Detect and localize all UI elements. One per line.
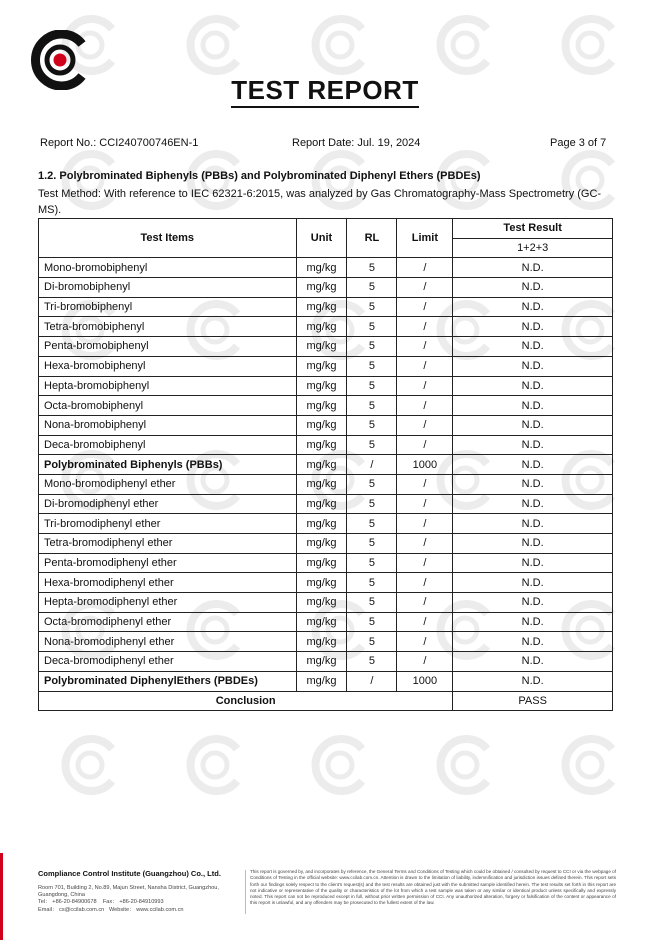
page-total: 7 (600, 137, 607, 149)
table-row (39, 573, 613, 593)
unit-cell: mg/kg (296, 573, 347, 593)
page-label: Page 3 of (550, 137, 598, 149)
unit-cell: mg/kg (296, 593, 347, 613)
limit-cell: / (397, 652, 453, 672)
unit-cell: mg/kg (296, 278, 347, 298)
limit-cell: / (397, 415, 453, 435)
limit-cell: 1000 (397, 671, 453, 691)
table-row (39, 553, 613, 573)
rl-cell: 5 (347, 317, 397, 337)
rl-cell: 5 (347, 337, 397, 357)
rl-cell: 5 (347, 534, 397, 554)
unit-cell: mg/kg (296, 494, 347, 514)
footer-tel: Tel： +86-20-84900678 (38, 899, 97, 906)
limit-cell: / (397, 435, 453, 455)
test-item: Penta-bromodiphenyl ether (39, 553, 297, 573)
result-cell: N.D. (453, 553, 613, 573)
rl-cell: 5 (347, 593, 397, 613)
rl-cell: 5 (347, 258, 397, 278)
table-row (39, 317, 613, 337)
unit-cell: mg/kg (296, 534, 347, 554)
table-row (39, 435, 613, 455)
unit-cell: mg/kg (296, 258, 347, 278)
unit-cell: mg/kg (296, 652, 347, 672)
unit-cell: mg/kg (296, 317, 347, 337)
header-test-items: Test Items (39, 219, 297, 258)
result-cell: N.D. (453, 455, 613, 475)
footer-website: Website： www.ccilab.com.cn (108, 906, 184, 913)
test-item: Polybrominated DiphenylEthers (PBDEs) (39, 671, 297, 691)
result-cell: N.D. (453, 612, 613, 632)
test-item: Hexa-bromobiphenyl (39, 356, 297, 376)
result-cell: N.D. (453, 632, 613, 652)
footer-address: Room 701, Building 2, No.89, Majun Street, Nansha District, Guangzhou, Guangdong, China (38, 885, 219, 899)
unit-cell: mg/kg (296, 415, 347, 435)
result-cell: N.D. (453, 534, 613, 554)
footer-accent-bar (0, 853, 3, 940)
unit-cell: mg/kg (296, 474, 347, 494)
rl-cell: / (347, 455, 397, 475)
table-header-row (39, 219, 613, 239)
table-row (39, 593, 613, 613)
limit-cell: / (397, 297, 453, 317)
limit-cell: / (397, 258, 453, 278)
table-row (39, 632, 613, 652)
result-cell: N.D. (453, 415, 613, 435)
test-item: Hepta-bromobiphenyl (39, 376, 297, 396)
report-date: Report Date: Jul. 19, 2024 (292, 137, 421, 149)
unit-cell: mg/kg (296, 396, 347, 416)
table-row (39, 474, 613, 494)
watermark-logo-icon (185, 735, 245, 795)
table-row (39, 356, 613, 376)
page-title: TEST REPORT (0, 75, 650, 106)
test-item: Nona-bromobiphenyl (39, 415, 297, 435)
rl-cell: 5 (347, 652, 397, 672)
rl-cell: 5 (347, 612, 397, 632)
rl-cell: 5 (347, 494, 397, 514)
unit-cell: mg/kg (296, 356, 347, 376)
test-item: Tri-bromobiphenyl (39, 297, 297, 317)
limit-cell: / (397, 553, 453, 573)
unit-cell: mg/kg (296, 297, 347, 317)
limit-cell: / (397, 494, 453, 514)
result-cell: N.D. (453, 396, 613, 416)
watermark-logo-icon (560, 15, 620, 75)
limit-cell: / (397, 573, 453, 593)
table-row (39, 612, 613, 632)
report-number: Report No.: CCI240700746EN-1 (40, 137, 199, 149)
test-item: Tetra-bromodiphenyl ether (39, 534, 297, 554)
result-cell: N.D. (453, 671, 613, 691)
limit-cell: / (397, 337, 453, 357)
test-method: Test Method: With reference to IEC 62321-6:2015, was analyzed by Gas Chromatography-Mass Spectrometry (GC-MS). (38, 188, 602, 216)
table-row (39, 258, 613, 278)
footer-email: Email： cs@ccilab.com.cn (38, 906, 105, 913)
result-cell: N.D. (453, 278, 613, 298)
watermark-logo-icon (435, 15, 495, 75)
unit-cell: mg/kg (296, 553, 347, 573)
result-cell: N.D. (453, 297, 613, 317)
limit-cell: / (397, 632, 453, 652)
rl-cell: 5 (347, 396, 397, 416)
conclusion-row (39, 691, 613, 711)
table-row (39, 278, 613, 298)
table-row (39, 396, 613, 416)
test-item: Tetra-bromobiphenyl (39, 317, 297, 337)
rl-cell: 5 (347, 514, 397, 534)
result-cell: N.D. (453, 356, 613, 376)
watermark-logo-icon (310, 15, 370, 75)
header-limit: Limit (397, 219, 453, 258)
test-item: Mono-bromodiphenyl ether (39, 474, 297, 494)
limit-cell: / (397, 356, 453, 376)
test-item: Polybrominated Biphenyls (PBBs) (39, 455, 297, 475)
section-title: 1.2. Polybrominated Biphenyls (PBBs) and Polybrominated Diphenyl Ethers (PBDEs) (38, 170, 481, 182)
limit-cell: / (397, 376, 453, 396)
test-item: Penta-bromobiphenyl (39, 337, 297, 357)
watermark-logo-icon (435, 735, 495, 795)
footer-disclaimer: This report is governed by, and incorporates by reference, the General Terms and Conditions of Testing which could be obtained / consulted by request to CCI or via the webpage of Conditions of Testing in the official website: www.ccilab.com.cn. Attention is drawn to the limitation of liability, indemnification and jurisdiction issues defined therein. This report sets forth our findings solely respect to the client's request(s) and the test results are obtained just with the submitted sample identified herein. The test results set forth in this report are not indicative or representative of the quality or characteristics of the lot from which a test sample was taken or any similar or identical product unless specifically and expressly noted. This report can not be reproduced except in full, without prior written permission of CCI. Any unauthorized alteration, forgery or falsification of the content or appearance of this report is unlawful, and any offenders may be prosecuted to the fullest extent of the law. (250, 869, 616, 906)
watermark-logo-icon (60, 735, 120, 795)
rl-cell: 5 (347, 415, 397, 435)
limit-cell: 1000 (397, 455, 453, 475)
result-cell: N.D. (453, 435, 613, 455)
limit-cell: / (397, 396, 453, 416)
result-cell: N.D. (453, 337, 613, 357)
limit-cell: / (397, 317, 453, 337)
test-item: Nona-bromodiphenyl ether (39, 632, 297, 652)
rl-cell: 5 (347, 376, 397, 396)
unit-cell: mg/kg (296, 671, 347, 691)
watermark-logo-icon (310, 735, 370, 795)
unit-cell: mg/kg (296, 632, 347, 652)
header-test-result: Test Result (453, 219, 613, 239)
result-cell: N.D. (453, 514, 613, 534)
test-item: Tri-bromodiphenyl ether (39, 514, 297, 534)
result-cell: N.D. (453, 593, 613, 613)
result-cell: N.D. (453, 474, 613, 494)
table-body (39, 258, 613, 691)
test-item: Deca-bromobiphenyl (39, 435, 297, 455)
rl-cell: 5 (347, 297, 397, 317)
result-cell: N.D. (453, 573, 613, 593)
footer-divider (245, 870, 246, 914)
rl-cell: / (347, 671, 397, 691)
result-cell: N.D. (453, 376, 613, 396)
table-row-total (39, 671, 613, 691)
limit-cell: / (397, 514, 453, 534)
limit-cell: / (397, 612, 453, 632)
rl-cell: 5 (347, 435, 397, 455)
header-unit: Unit (296, 219, 347, 258)
limit-cell: / (397, 278, 453, 298)
conclusion-label: Conclusion (39, 691, 453, 711)
rl-cell: 5 (347, 632, 397, 652)
page-indicator (547, 137, 606, 149)
rl-cell: 5 (347, 474, 397, 494)
unit-cell: mg/kg (296, 514, 347, 534)
table-row (39, 337, 613, 357)
test-item: Di-bromodiphenyl ether (39, 494, 297, 514)
table-row-total (39, 455, 613, 475)
rl-cell: 5 (347, 278, 397, 298)
result-cell: N.D. (453, 317, 613, 337)
limit-cell: / (397, 474, 453, 494)
header-sample-id: 1+2+3 (453, 238, 613, 258)
table-row (39, 415, 613, 435)
unit-cell: mg/kg (296, 435, 347, 455)
table-row (39, 534, 613, 554)
unit-cell: mg/kg (296, 455, 347, 475)
table-row (39, 297, 613, 317)
rl-cell: 5 (347, 553, 397, 573)
unit-cell: mg/kg (296, 337, 347, 357)
test-item: Hepta-bromodiphenyl ether (39, 593, 297, 613)
table-row (39, 376, 613, 396)
test-item: Di-bromobiphenyl (39, 278, 297, 298)
results-table (38, 218, 613, 711)
limit-cell: / (397, 593, 453, 613)
test-item: Hexa-bromodiphenyl ether (39, 573, 297, 593)
table-row (39, 494, 613, 514)
watermark-logo-icon (560, 735, 620, 795)
footer-fax: Fax： +86-20-84910993 (102, 899, 164, 906)
table-row (39, 514, 613, 534)
rl-cell: 5 (347, 356, 397, 376)
conclusion-value: PASS (453, 691, 613, 711)
rl-cell: 5 (347, 573, 397, 593)
result-cell: N.D. (453, 494, 613, 514)
header-rl: RL (347, 219, 397, 258)
watermark-logo-icon (185, 15, 245, 75)
result-cell: N.D. (453, 258, 613, 278)
limit-cell: / (397, 534, 453, 554)
test-item: Deca-bromodiphenyl ether (39, 652, 297, 672)
unit-cell: mg/kg (296, 612, 347, 632)
unit-cell: mg/kg (296, 376, 347, 396)
table-row (39, 652, 613, 672)
test-item: Octa-bromobiphenyl (39, 396, 297, 416)
footer-company: Compliance Control Institute (Guangzhou) Co., Ltd. (38, 869, 221, 878)
footer-address-block (38, 885, 243, 914)
test-item: Octa-bromodiphenyl ether (39, 612, 297, 632)
test-item: Mono-bromobiphenyl (39, 258, 297, 278)
result-cell: N.D. (453, 652, 613, 672)
